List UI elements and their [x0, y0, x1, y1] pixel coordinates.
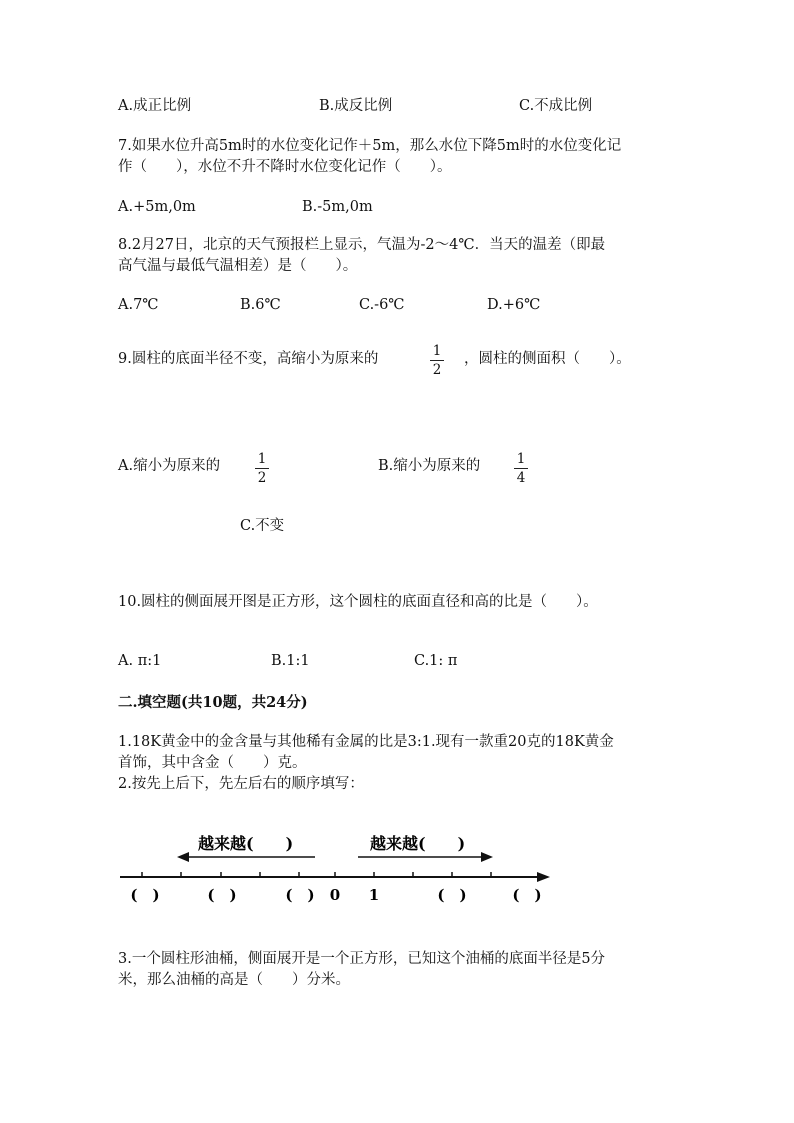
q8-option-d: D.+6℃: [487, 297, 541, 313]
left-arrow-label: 越来越( ): [198, 834, 294, 853]
q6-option-b: B.成反比例: [319, 98, 393, 114]
blank-label: ( ): [285, 886, 315, 904]
fill1-stem-line2: 首饰，其中含金（ ）克。: [118, 755, 307, 771]
number-line-figure: [0, 820, 794, 920]
q10-stem: 10.圆柱的侧面展开图是正方形，这个圆柱的底面直径和高的比是（ ）。: [118, 594, 598, 610]
q7-option-b: B.-5m,0m: [302, 199, 373, 215]
q8-option-a: A.7℃: [118, 297, 159, 313]
fraction-denominator: 2: [257, 470, 267, 486]
fraction-numerator: 1: [432, 343, 442, 359]
right-arrow-head: [481, 852, 493, 862]
q9-option-b: B.缩小为原来的: [378, 458, 481, 474]
fill3-stem-line1: 3.一个圆柱形油桶，侧面展开是一个正方形，已知这个油桶的底面半径是5分: [118, 951, 606, 967]
q9-stem-before: 9.圆柱的底面半径不变，高缩小为原来的: [118, 351, 379, 367]
fraction-numerator: 1: [257, 451, 267, 467]
q10-option-a: A. π:1: [118, 653, 162, 669]
fraction-bar: [430, 360, 444, 361]
fraction-bar: [514, 468, 528, 469]
q6-option-c: C.不成比例: [519, 98, 593, 114]
blank-label: ( ): [130, 886, 160, 904]
q9-stem-fraction: [428, 343, 446, 378]
q9-option-b-fraction: [512, 451, 530, 486]
q9-option-a-fraction: [253, 451, 271, 486]
fraction-bar: [255, 468, 269, 469]
q8-option-c: C.-6℃: [359, 297, 405, 313]
q10-option-c: C.1: π: [414, 653, 458, 669]
fraction-denominator: 4: [516, 470, 526, 486]
q9-option-a: A.缩小为原来的: [118, 458, 221, 474]
q10-option-b: B.1:1: [271, 653, 310, 669]
q8-stem-line2: 高气温与最低气温相差）是（ ）。: [118, 258, 358, 274]
fraction-numerator: 1: [516, 451, 526, 467]
q7-option-a: A.+5m,0m: [118, 199, 196, 215]
fill2-stem: 2.按先上后下，先左后右的顺序填写：: [118, 776, 364, 792]
blank-label: ( ): [512, 886, 542, 904]
fraction-denominator: 2: [432, 362, 442, 378]
zero-label: 0: [329, 886, 341, 904]
right-arrow-label: 越来越( ): [370, 834, 466, 853]
left-arrow-head: [177, 852, 189, 862]
q7-stem-line2: 作（ ），水位不升不降时水位变化记作（ ）。: [118, 159, 452, 175]
q6-option-a: A.成正比例: [118, 98, 192, 114]
fill3-stem-line2: 米，那么油桶的高是（ ）分米。: [118, 972, 350, 988]
q9-stem-after: ，圆柱的侧面积（ ）。: [464, 351, 631, 367]
q8-stem-line1: 8.2月27日，北京的天气预报栏上显示，气温为-2～4℃．当天的温差（即最: [118, 237, 606, 253]
fill1-stem-line1: 1.18K黄金中的金含量与其他稀有金属的比是3:1.现有一款重20克的18K黄金: [118, 734, 614, 750]
blank-label: ( ): [207, 886, 237, 904]
section-heading: 二.填空题(共10题，共24分): [118, 694, 308, 711]
one-label: 1: [368, 886, 380, 904]
q9-option-c: C.不变: [240, 518, 285, 534]
blank-label: ( ): [437, 886, 467, 904]
q8-option-b: B.6℃: [240, 297, 281, 313]
axis-arrow-head: [537, 872, 550, 882]
q7-stem-line1: 7.如果水位升高5m时的水位变化记作＋5m，那么水位下降5m时的水位变化记: [118, 138, 622, 154]
